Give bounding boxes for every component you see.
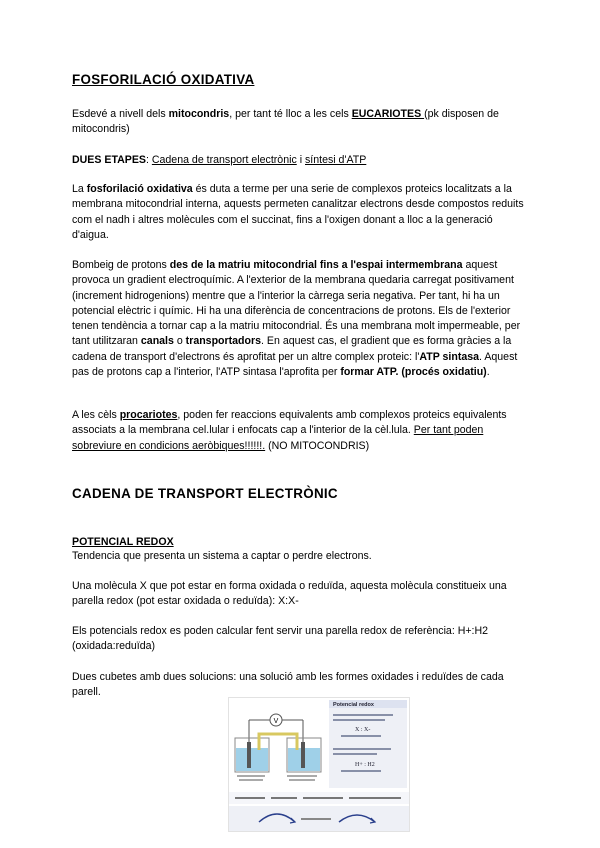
bold-text: fosforilació oxidativa [86, 183, 193, 195]
info-panel-title: Potencial redox [333, 702, 374, 708]
equation-part [303, 797, 343, 799]
underlined-bold-text: procariotes [119, 409, 178, 421]
equation-part [235, 797, 265, 799]
electrode-right [301, 742, 305, 768]
text: . [486, 366, 490, 379]
paragraph-reference-pair: Els potencials redox es poden calcular fent servir una parella redox de referència: H+:H2 (oxidada:reduïda) [72, 625, 489, 653]
subsection-heading: POTENCIAL REDOX [72, 536, 174, 548]
panel-text-line [333, 719, 385, 721]
section-heading: CADENA DE TRANSPORT ELECTRÒNIC [72, 486, 338, 501]
paragraph-oxidative-phosphorylation [72, 182, 532, 243]
text: (NO MITOCONDRIS) [265, 439, 370, 452]
paragraph-redox-definition: Tendencia que presenta un sistema a captar o perdre electrons. [72, 550, 372, 562]
text: A les cèls [72, 409, 120, 421]
bold-text: transportadors [185, 335, 262, 348]
text: Esdevé a nivell dels [72, 108, 169, 120]
caption-line [237, 775, 265, 777]
redox-diagram [229, 698, 409, 831]
text: (pk disposen de mitocondris) [72, 108, 499, 136]
panel-text-line [301, 818, 331, 820]
underlined-text: Cadena de transport electrònic [151, 154, 297, 166]
equation-part [271, 797, 297, 799]
equation-part [349, 797, 401, 799]
text: : [145, 154, 152, 166]
text: . En aquest cas, el gradient que es forma gràcies a la cadena de transport d'electrons és aprofitat per un altre complex proteic: l' [72, 335, 512, 363]
info-panel [329, 700, 407, 788]
caption-line [289, 779, 315, 781]
caption-line [287, 775, 317, 777]
caption-line [239, 779, 263, 781]
paragraph-stages [72, 153, 532, 168]
paragraph-intro [72, 107, 532, 138]
panel-text-line [333, 714, 393, 716]
text: , per tant té lloc a les cels [229, 108, 352, 120]
bold-text: ATP sintasa [419, 350, 480, 363]
text: La [72, 183, 87, 195]
text: Bombeig de protons [72, 259, 170, 271]
redox-pair-h: H+ : H2 [355, 762, 375, 768]
redox-pair-x: X : X- [355, 727, 371, 733]
paragraph-cuvettes: Dues cubetes amb dues solucions: una solució amb les formes oxidades i reduïdes de cada parell. [72, 671, 504, 699]
text: i [296, 154, 305, 166]
paragraph-proton-pumping [72, 258, 532, 380]
paragraph-redox-pair: Una molècula X que pot estar en forma oxidada o reduïda, aquesta molècula constitueix una parella redox (pot estar oxidada o reduïda): X:X- [72, 580, 507, 608]
panel-text-line [333, 753, 377, 755]
bold-text: mitocondris [168, 108, 230, 120]
solution-left [236, 748, 268, 771]
underlined-text: síntesi d'ATP [305, 154, 367, 166]
page-title: FOSFORILACIÓ OXIDATIVA [72, 72, 255, 87]
text: . Aquest pas de protons cap a l'interior, l'ATP sintasa l'aprofita per [72, 350, 518, 379]
panel-text-line [341, 735, 381, 737]
underlined-bold-text: EUCARIOTES [351, 108, 425, 120]
panel-text-line [341, 770, 381, 772]
bold-text: formar ATP. (procés oxidatiu) [340, 366, 487, 379]
redox-potential-figure [228, 697, 410, 832]
bold-text: canals [140, 335, 174, 348]
voltmeter-label: V [273, 718, 279, 725]
underlined-text: Per tant poden sobreviure en condicions aeròbiques!!!!!!. [72, 424, 484, 452]
paragraph-prokaryotes [72, 408, 532, 454]
text: o [173, 335, 186, 348]
bold-text: DUES ETAPES [72, 154, 146, 166]
text: aquest provoca un gradient electroquímic. A l'exterior de la membrana quedaria carregat positivament (increment hidrogenions) mentre que a l'interior la càrrega seria negativa. Per tant, hi ha un potencial elèctric i químic. Hi ha una diferència de concentracions de protons. Els de l'exterior tenen tendència a tornar cap a la matriu mitocondrial. És una membrana molt impermeable, per tant utilitzaran [72, 259, 521, 348]
salt-bridge [259, 734, 297, 750]
panel-text-line [333, 748, 391, 750]
electrode-left [247, 742, 251, 768]
text: , poden fer reaccions equivalents amb complexos proteics equivalents associats a la membrana cel.lular i enfocats cap a l'interior de la cèl.lula. [72, 409, 507, 437]
bold-text: des de la matriu mitocondrial fins a l'espai intermembrana [169, 259, 463, 271]
text: és duta a terme per una serie de complexos proteics localitzats a la membrana mitocondrial interna, aquests permeten canalitzar electrons desde compostos reduits com el nadh i altres molècules com el succinat, fins a l'oxigen donant a lloc a la generació d'aigua. [72, 183, 524, 241]
